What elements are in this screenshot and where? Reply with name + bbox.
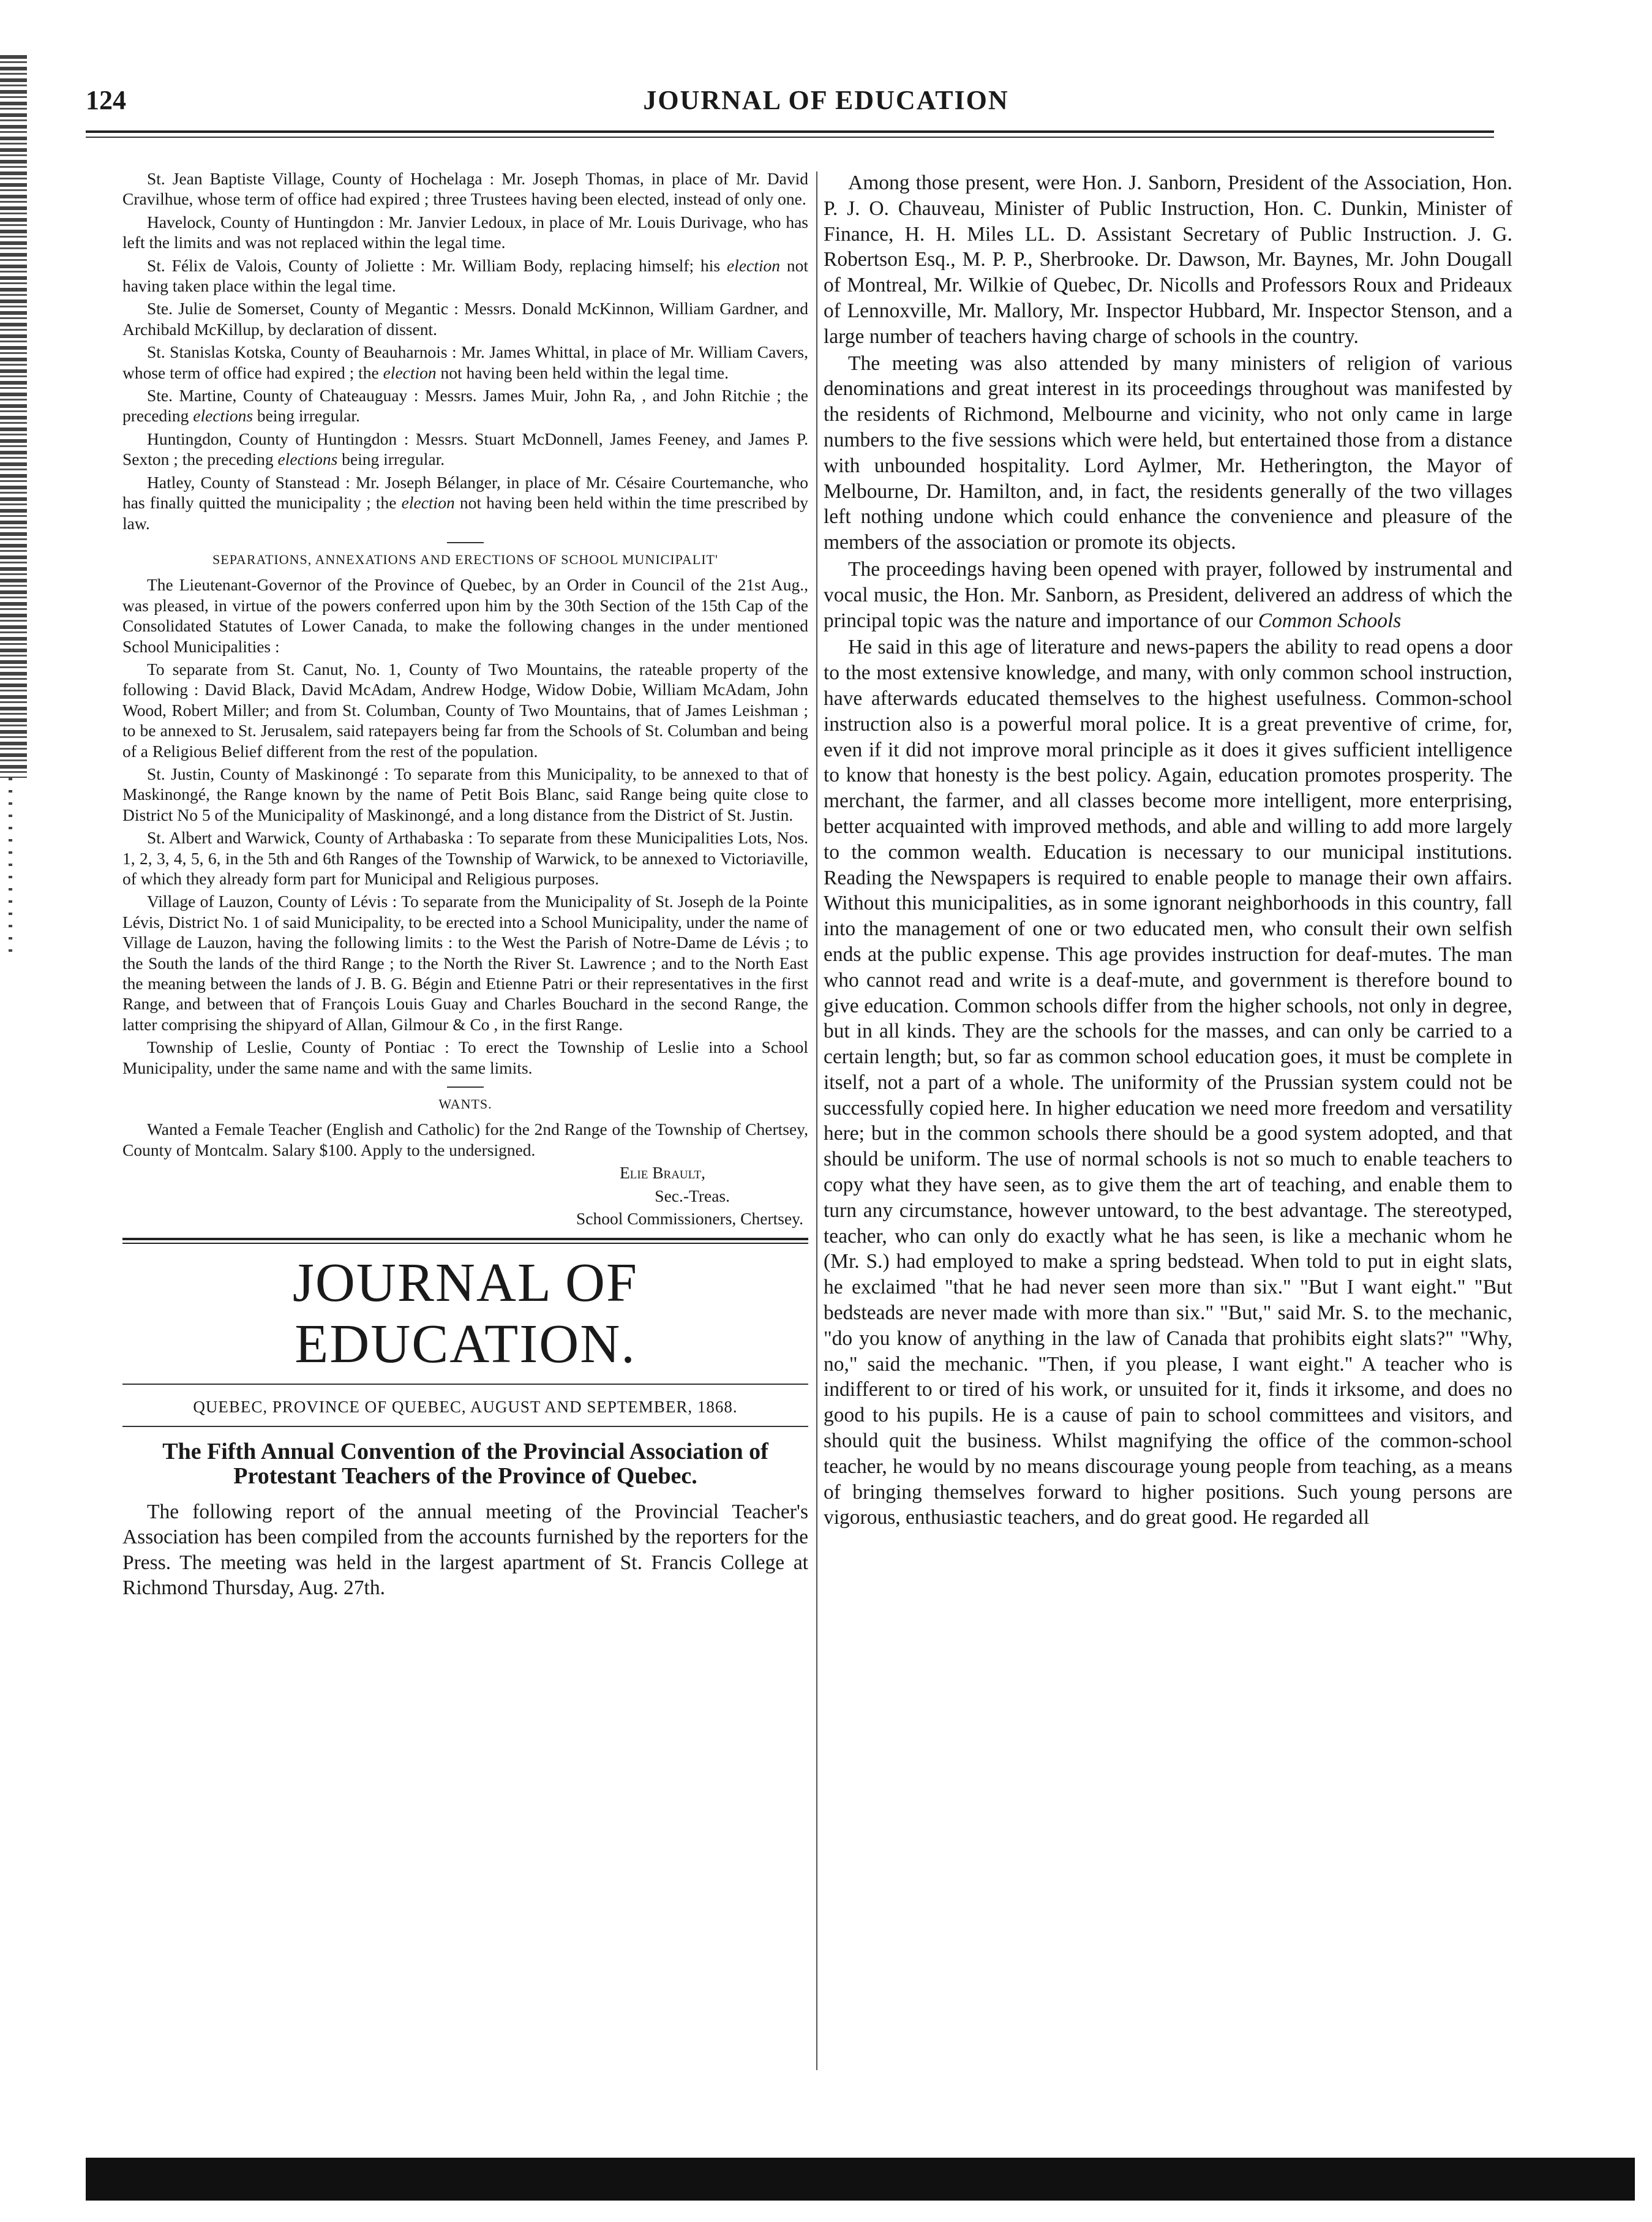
left-column [122, 168, 808, 1603]
election-entry: Ste. Julie de Somerset, County of Megantic : Messrs. Donald McKinnon, William Gardner, and Archibald McKillup, by declaration of dissent. [122, 299, 808, 339]
election-entry: St. Jean Baptiste Village, County of Hochelaga : Mr. Joseph Thomas, in place of Mr. David Cravilhue, whose term of office had expired ; three Trustees having been elected, instead of only one. [122, 169, 808, 209]
section-rule [447, 542, 484, 543]
election-entry: Huntingdon, County of Huntingdon : Messrs. Stuart McDonnell, James Feeney, and James P. Sexton ; the preceding elections being irregular. [122, 429, 808, 469]
dateline: QUEBEC, PROVINCE OF QUEBEC, AUGUST AND SEPTEMBER, 1868. [193, 1397, 738, 1416]
header-rule [86, 130, 1494, 133]
separations-paragraph: Township of Leslie, County of Pontiac : To erect the Township of Leslie into a School Municipality, under the same name and with the same limits. [122, 1038, 808, 1077]
election-entry: Hatley, County of Stanstead : Mr. Joseph Bélanger, in place of Mr. Césaire Courtemanche, who has finally quitted the municipality ; the election not having been held within the time prescribed by law. [122, 472, 809, 533]
signature-role: Sec.-Treas. [655, 1186, 730, 1205]
election-entry: St. Stanislas Kotska, County of Beauharnois : Mr. James Whittal, in place of Mr. William Cavers, whose term of office had expired ; the election not having been held within the legal time. [122, 342, 808, 382]
wants-notice: Wanted a Female Teacher (English and Catholic) for the 2nd Range of the Township of Chertsey, County of Montcalm. Salary $100. Apply to the undersigned. [122, 1120, 808, 1159]
binding-edge [0, 55, 27, 778]
page-number: 124 [86, 85, 126, 115]
masthead-rule-bottom [122, 1384, 808, 1385]
election-entry: St. Félix de Valois, County of Joliette : Mr. William Body, replacing himself; his election not having taken place within the legal time. [122, 255, 809, 296]
proceedings-paragraph: The proceedings having been opened with prayer, followed by instrumental and vocal music, the Hon. Mr. Sanborn, as President, delivered an address of which the principal topic was the nature and importance of our Common Schools [824, 557, 1512, 632]
separations-paragraph: Village of Lauzon, County of Lévis : To separate from the Municipality of St. Joseph de la Pointe Lévis, District No. 1 of said Municipality, to be erected into a School Municipality, under the name of Village de Lauzon, having the following limits : to the West the Parish of Notre-Dame de Lévis ; to the South the lands of the third Range ; to the North the River St. Lawrence ; and to the North East the meaning between the lands of J. B. G. Bégin and Etienne Patri or their representatives in the first Range, and between that of François Louis Guay and Charles Bouchard in the second Range, the latter comprising the shipyard of Allan, Gilmour & Co , in the first Range. [122, 892, 808, 1034]
masthead-rule-top [122, 1238, 808, 1244]
article-intro: The following report of the annual meeting of the Provincial Teacher's Association has been compiled from the accounts furnished by the reporters for the Press. The meeting was held in the largest apartment of St. Francis College at Richmond Thursday, Aug. 27th. [122, 1500, 808, 1600]
signature-name: Elie Brault, [619, 1163, 705, 1183]
running-head: JOURNAL OF EDUCATION [643, 85, 1009, 115]
journal-masthead: JOURNAL OF EDUCATION. [292, 1252, 639, 1374]
column-divider [816, 171, 817, 2070]
election-entry: Ste. Martine, County of Chateauguay : Messrs. James Muir, John Ra, , and John Ritchie ; the preceding elections being irregular. [122, 386, 808, 426]
election-entry: Havelock, County of Huntingdon : Mr. Janvier Ledoux, in place of Mr. Louis Durivage, who has left the limits and was not replaced within the legal time. [122, 212, 808, 252]
separations-heading: SEPARATIONS, ANNEXATIONS AND ERECTIONS OF SCHOOL MUNICIPALIT' [212, 551, 718, 567]
article-title: The Fifth Annual Convention of the Provincial Association of Protestant Teachers of the Province of Quebec. [162, 1438, 768, 1489]
binding-edge-mark [9, 778, 12, 962]
header-rule-thin [86, 137, 1494, 138]
attendees-paragraph: Among those present, were Hon. J. Sanborn, President of the Association, Hon. P. J. O. Chauveau, Minister of Public Instruction, Hon. C. Dunkin, Minister of Finance, H. H. Miles LL. D. Assistant Secretary of Public Instruction. J. G. Robertson Esq., M. P. P., Sherbrooke. Dr. Dawson, Mr. Baynes, Mr. John Dougall of Montreal, Mr. Wilkie of Quebec, Dr. Nicolls and Professors Roux and Prideaux of Lennoxville, Mr. Mallory, Mr. Inspector Hubbard, Mr. Inspector Stenson, and a large number of teachers having charge of schools in the country. [824, 171, 1512, 348]
wants-heading: WANTS. [438, 1096, 492, 1112]
scan-bottom-bar [86, 2158, 1635, 2201]
address-paragraph: He said in this age of literature and news-papers the ability to read opens a door to the most extensive knowledge, and many, with only common school instruction, have afterwards educated themselves to the highest usefulness. Common-school instruction also is a powerful moral police. It is a great preventive of crime, for, even if it did not improve moral principle as it does it gives sufficient intelligence to know that honesty is the best policy. Again, education promotes prosperity. The merchant, the farmer, and all classes become more intelligent, more enterprising, better acquainted with improved methods, and able and willing to add more largely to the common wealth. Education is necessary to our municipal institutions. Reading the Newspapers is required to enable people to manage their own affairs. Without this municipalities, as in some ignorant neighborhoods in this country, fall into the management of one or two educated men, who consult their own selfish ends at the public expense. This age provides instruction for deaf-mutes. The man who cannot read and write is a deaf-mute, and government is therefore bound to give education. Common schools differ from the higher schools, not only in degree, but in all kinds. They are the schools for the masses, and can only be carried to a certain length; but, so far as common school education goes, it must be complete in itself, not a part of a whole. The uniformity of the Prussian system could not be successfully copied here. In higher education we need more freedom and versatility here; but in the common schools there should be a good system adopted, and that should be uniform. The use of normal schools is not so much to enable teachers to copy what they have seen, as to give them the art of teaching, and enable them to turn any circumstance, however untoward, to the best advantage. The stereotyped, teacher, who can only do exactly what he has seen, is like a mechanic whom he (Mr. S.) had employed to make a spring bedstead. When told to put in eight slats, he exclaimed "that he had never seen more than six." "But I want eight." "But bedsteads are never made with more than six." "But," said Mr. S. to the mechanic, "do you know of anything in the law of Canada that prohibits eight slats?" "Why, no," said the mechanic. "Then, if you please, I want eight." A teacher who is indifferent to or tired of his work, or unsuited for it, finds it irksome, and does no good to his pupils. He is a cause of pain to school committees and visitors, and should quit the business. Whilst magnifying the office of the common-school teacher, he would by no means discourage young people from teaching, as a means of bringing themselves forward to higher positions. Such young persons are vigorous, enthusiastic teachers, and do great good. He regarded all [824, 636, 1512, 1529]
attendance-paragraph: The meeting was also attended by many ministers of religion of various denominations and great interest in its proceedings throughout was manifested by the residents of Richmond, Melbourne and vicinity, who not only came in large numbers to the five sessions which were held, but entertained those from a distance with unbounded hospitality. Lord Aylmer, Mr. Hetherington, the Mayor of Melbourne, Dr. Hamilton, and, in fact, the residents generally of the two villages left nothing undone which could enhance the convenience and pleasure of the members of the association or promote its objects. [824, 352, 1512, 554]
signature-body: School Commissioners, Chertsey. [576, 1209, 803, 1229]
section-rule [447, 1087, 484, 1088]
right-column [824, 170, 1512, 1532]
separations-paragraph: St. Albert and Warwick, County of Arthabaska : To separate from these Municipalities Lots, Nos. 1, 2, 3, 4, 5, 6, in the 5th and 6th Ranges of the Township of Warwick, to be annexed to Victoriaville, of which they already form part for Municipal and Religious purposes. [122, 828, 808, 888]
separations-paragraph: St. Justin, County of Maskinongé : To separate from this Municipality, to be annexed to that of Maskinongé, the Range known by the name of Petit Bois Blanc, said Range being quite close to District No 5 of the Municipality of Maskinongé, and a long distance from the District of St. Justin. [122, 764, 808, 824]
separations-paragraph: The Lieutenant-Governor of the Province of Quebec, by an Order in Council of the 21st Aug., was pleased, in virtue of the powers conferred upon him by the 30th Section of the 15th Cap of the Consolidated Statutes of Lower Canada, to make the following changes in the under mentioned School Municipalities : [122, 575, 808, 656]
separations-paragraph: To separate from St. Canut, No. 1, County of Two Mountains, the rateable property of the following : David Black, David McAdam, Andrew Hodge, Widow Dobie, William McAdam, John Wood, Robert Miller; and from St. Columban, County of Two Mountains, that of James Leishman ; to be annexed to St. Jerusalem, said ratepayers being far from the Schools of St. Columban and being of a Religious Belief different from the rest of the population. [122, 659, 808, 761]
dateline-rule [122, 1426, 808, 1427]
